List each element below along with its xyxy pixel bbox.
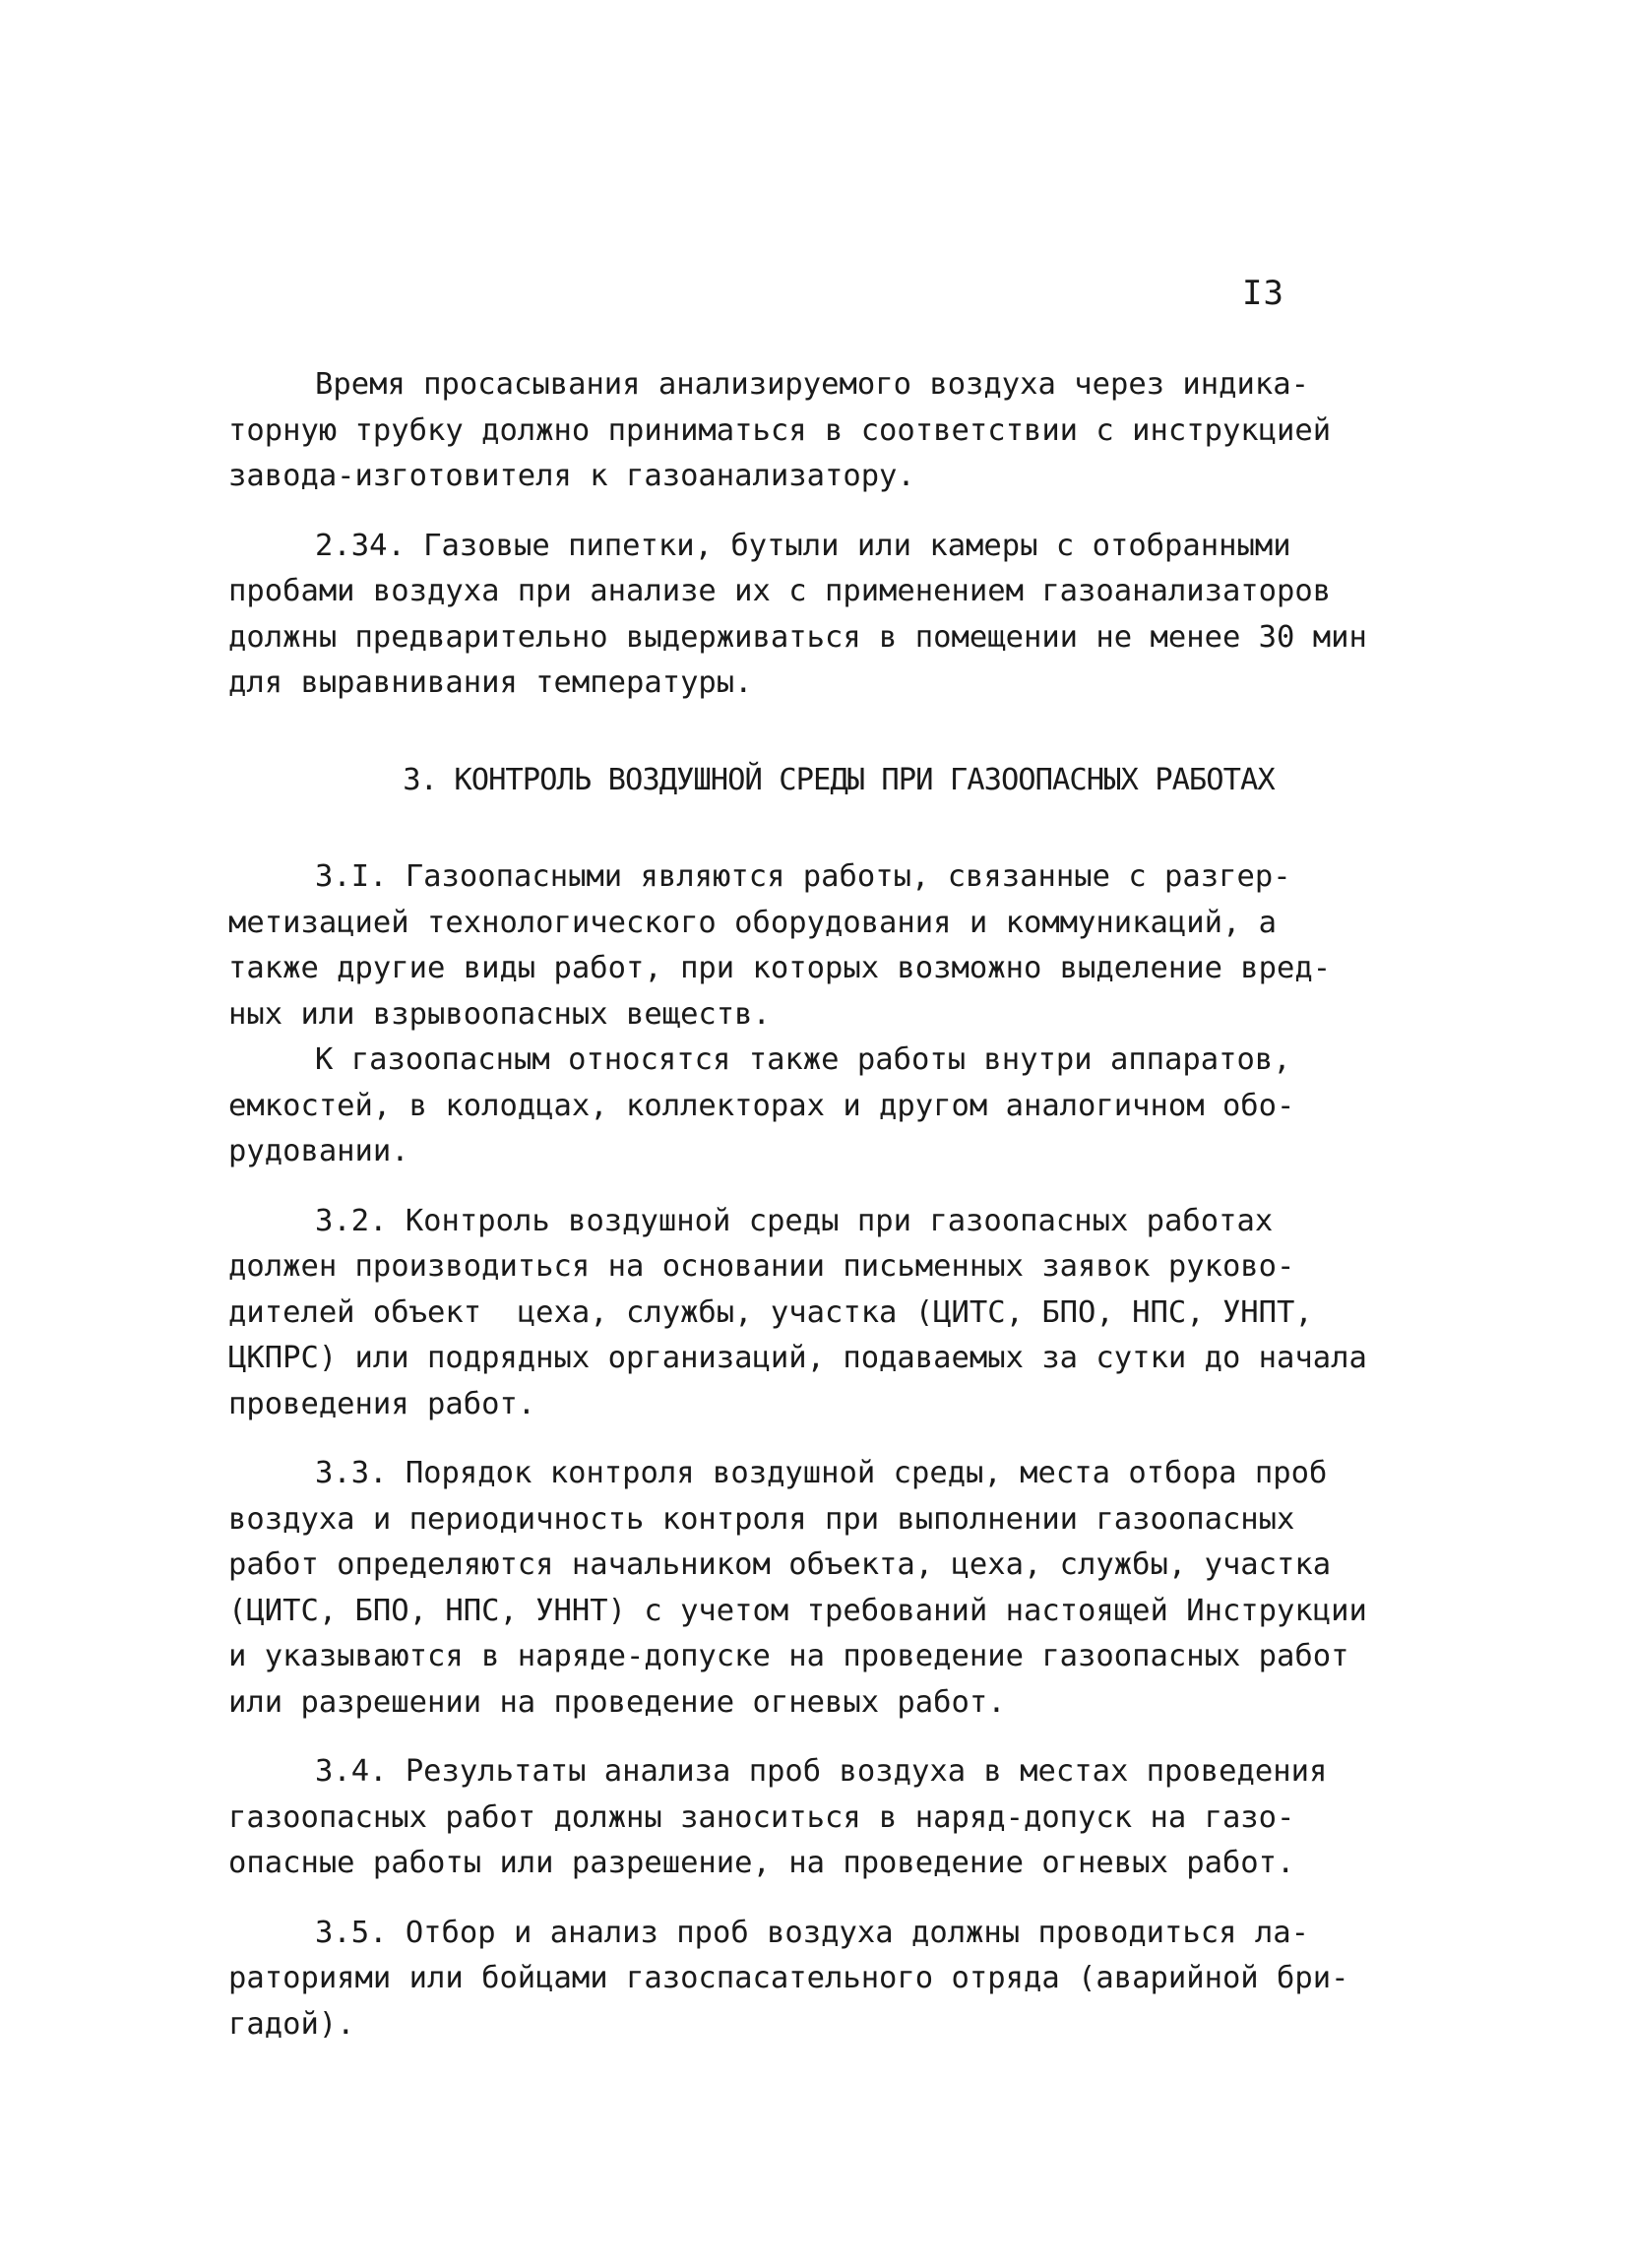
text-line: рудовании.: [228, 1134, 409, 1168]
text-line: раториями или бойцами газоспасательного отряда (аварийной бри-: [228, 1961, 1349, 1995]
text-line: пробами воздуха при анализе их с применением газоанализаторов: [228, 574, 1332, 608]
text-line: (ЦИТС, БПО, НПС, УННТ) с учетом требований настоящей Инструкции: [228, 1593, 1367, 1628]
document-body: [228, 362, 1409, 2048]
text-line: К газоопасным относятся также работы внутри аппаратов,: [315, 1042, 1291, 1077]
text-line: 3.4. Результаты анализа проб воздуха в местах проведения: [315, 1754, 1328, 1789]
text-line: и указываются в наряде-допуске на проведение газоопасных работ: [228, 1639, 1349, 1673]
text-line: гадой).: [228, 2006, 355, 2042]
text-line: также другие виды работ, при которых возможно выделение вред-: [228, 951, 1332, 985]
text-line: 2.34. Газовые пипетки, бутыли или камеры с отобранными: [315, 528, 1291, 563]
text-line: опасные работы или разрешение, на проведение огневых работ.: [228, 1846, 1295, 1880]
text-line: торную трубку должно приниматься в соответствии с инструкцией: [228, 412, 1332, 448]
text-line: ЦКПРС) или подрядных организаций, подаваемых за сутки до начала: [228, 1341, 1367, 1375]
text-line: должны предварительно выдерживаться в помещении не менее 30 мин: [228, 619, 1367, 655]
text-line: проведения работ.: [228, 1386, 536, 1421]
text-line: 3.I. Газоопасными являются работы, связанные с разгер-: [315, 859, 1291, 894]
section-heading: 3. КОНТРОЛЬ ВОЗДУШНОЙ СРЕДЫ ПРИ ГАЗООПАСНЫХ РАБОТАХ: [403, 762, 1275, 797]
text-line: дителей объект цеха, службы, участка (ЦИТС, БПО, НПС, УНПТ,: [228, 1294, 1313, 1330]
text-line: 3.5. Отбор и анализ проб воздуха должны проводиться ла-: [315, 1915, 1309, 1950]
page-number: I3: [1242, 274, 1284, 313]
text-line: работ определяются начальником объекта, цеха, службы, участка: [228, 1547, 1332, 1582]
text-line: ных или взрывоопасных веществ.: [228, 996, 771, 1032]
text-line: 3.3. Порядок контроля воздушной среды, места отбора проб: [315, 1456, 1328, 1490]
text-line: для выравнивания температуры.: [228, 665, 753, 700]
text-line: или разрешении на проведение огневых работ.: [228, 1684, 1006, 1720]
text-line: емкостей, в колодцах, коллекторах и другом аналогичном обо-: [228, 1088, 1295, 1123]
text-line: 3.2. Контроль воздушной среды при газоопасных работах: [315, 1203, 1274, 1238]
text-line: должен производиться на основании письменных заявок руково-: [228, 1249, 1295, 1284]
text-line: Время просасывания анализируемого воздуха через индика-: [315, 367, 1309, 402]
text-line: метизацией технологического оборудования и коммуникаций, а: [228, 905, 1278, 940]
text-line: газоопасных работ должны заноситься в наряд-допуск на газо-: [228, 1799, 1295, 1835]
text-line: завода-изготовителя к газоанализатору.: [228, 459, 915, 493]
text-line: воздуха и периодичность контроля при выполнении газоопасных: [228, 1501, 1295, 1537]
